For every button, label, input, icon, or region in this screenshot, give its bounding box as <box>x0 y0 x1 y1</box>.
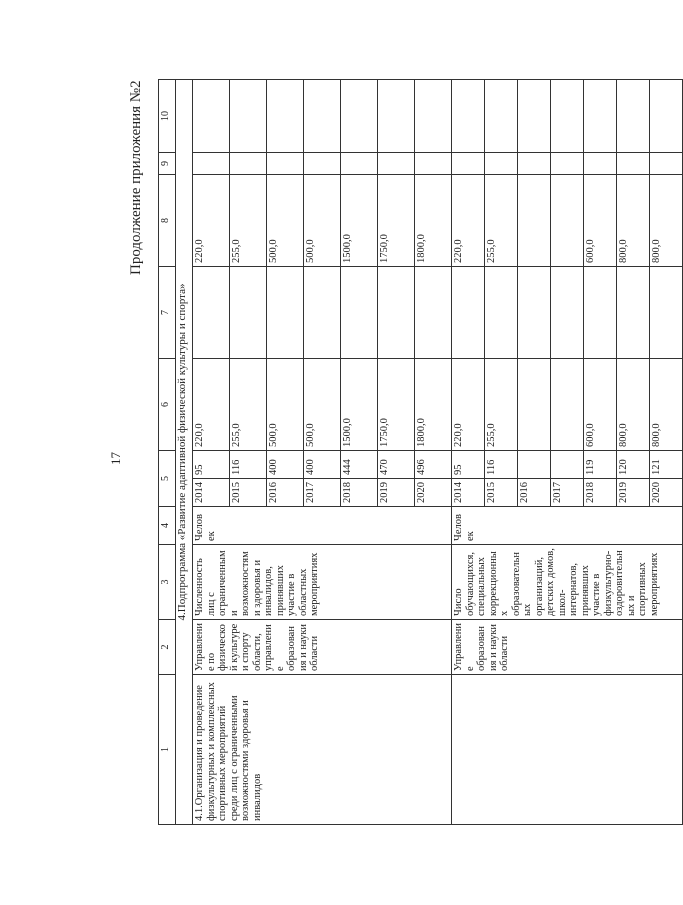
section-row <box>176 80 193 825</box>
amount-local-cell <box>267 153 304 175</box>
col-header: 5 <box>159 451 176 507</box>
amount-federal-cell <box>267 267 304 359</box>
amount-local-cell <box>341 153 378 175</box>
amount-federal-cell <box>617 267 650 359</box>
year-cell: 2017 <box>304 479 341 507</box>
value-cell <box>518 451 551 479</box>
continuation-title: Продолжение приложения №2 <box>128 80 144 275</box>
header-row <box>159 80 176 825</box>
amount-regional-cell: 1750,0 <box>378 175 415 267</box>
amount-other-cell <box>304 80 341 153</box>
amount-other-cell <box>378 80 415 153</box>
amount-local-cell <box>485 153 518 175</box>
measure-cell: 4.1.Организация и проведение физкультурных и комплексных спортивных мероприятий среди лиц с ограниченными возможностями здоровья и инвалидов <box>193 675 452 825</box>
amount-total-cell: 800,0 <box>617 359 650 451</box>
amount-federal-cell <box>415 267 452 359</box>
value-cell: 400 <box>304 451 341 479</box>
year-cell: 2019 <box>617 479 650 507</box>
amount-total-cell: 500,0 <box>267 359 304 451</box>
amount-other-cell <box>415 80 452 153</box>
amount-federal-cell <box>452 267 485 359</box>
amount-local-cell <box>650 153 683 175</box>
amount-federal-cell <box>518 267 551 359</box>
amount-total-cell <box>518 359 551 451</box>
value-cell <box>551 451 584 479</box>
amount-other-cell <box>617 80 650 153</box>
amount-local-cell <box>230 153 267 175</box>
amount-total-cell: 1800,0 <box>415 359 452 451</box>
amount-regional-cell: 800,0 <box>650 175 683 267</box>
col-header: 8 <box>159 175 176 267</box>
amount-other-cell <box>518 80 551 153</box>
amount-local-cell <box>415 153 452 175</box>
indicator-cell: Число обучающихся, специальных коррекционных образовательных организаций, детских домов, школ-интернатов, принявших участие в физкультурно-оздоровительных и спортивных мероприятиях <box>452 545 683 620</box>
amount-total-cell: 220,0 <box>193 359 230 451</box>
value-cell: 95 <box>193 451 230 479</box>
amount-total-cell: 255,0 <box>485 359 518 451</box>
col-header: 6 <box>159 359 176 451</box>
amount-federal-cell <box>584 267 617 359</box>
amount-regional-cell: 600,0 <box>584 175 617 267</box>
amount-federal-cell <box>485 267 518 359</box>
year-cell: 2016 <box>518 479 551 507</box>
measure-cell <box>452 675 683 825</box>
table-row <box>193 80 230 825</box>
value-cell: 120 <box>617 451 650 479</box>
year-cell: 2017 <box>551 479 584 507</box>
amount-local-cell <box>452 153 485 175</box>
amount-other-cell <box>551 80 584 153</box>
amount-other-cell <box>267 80 304 153</box>
year-cell: 2015 <box>485 479 518 507</box>
amount-local-cell <box>193 153 230 175</box>
year-cell: 2020 <box>650 479 683 507</box>
table-body <box>159 80 683 825</box>
amount-regional-cell: 255,0 <box>230 175 267 267</box>
executor-cell: Управление по физической культуре и спорту области, управление образования и науки области <box>193 620 452 675</box>
amount-federal-cell <box>304 267 341 359</box>
amount-local-cell <box>304 153 341 175</box>
amount-total-cell: 220,0 <box>452 359 485 451</box>
col-header: 7 <box>159 267 176 359</box>
col-header: 1 <box>159 675 176 825</box>
year-cell: 2015 <box>230 479 267 507</box>
year-cell: 2019 <box>378 479 415 507</box>
amount-other-cell <box>193 80 230 153</box>
amount-regional-cell: 1500,0 <box>341 175 378 267</box>
amount-regional-cell <box>551 175 584 267</box>
amount-federal-cell <box>378 267 415 359</box>
amount-other-cell <box>650 80 683 153</box>
table-row <box>452 80 485 825</box>
amount-regional-cell: 220,0 <box>193 175 230 267</box>
amount-total-cell: 255,0 <box>230 359 267 451</box>
col-header: 3 <box>159 545 176 620</box>
indicator-cell: Численность лиц с ограниченными возможностями здоровья и инвалидов, принявших участие в областных мероприятиях <box>193 545 452 620</box>
year-cell: 2014 <box>452 479 485 507</box>
value-cell: 95 <box>452 451 485 479</box>
amount-regional-cell: 800,0 <box>617 175 650 267</box>
page-number: 17 <box>108 452 123 465</box>
unit-cell: Человек <box>193 507 452 545</box>
amount-federal-cell <box>193 267 230 359</box>
amount-total-cell: 1750,0 <box>378 359 415 451</box>
amount-federal-cell <box>650 267 683 359</box>
amount-regional-cell <box>518 175 551 267</box>
amount-federal-cell <box>551 267 584 359</box>
amount-total-cell: 600,0 <box>584 359 617 451</box>
amount-total-cell <box>551 359 584 451</box>
amount-total-cell: 1500,0 <box>341 359 378 451</box>
amount-other-cell <box>452 80 485 153</box>
amount-regional-cell: 255,0 <box>485 175 518 267</box>
value-cell: 496 <box>415 451 452 479</box>
amount-regional-cell: 500,0 <box>304 175 341 267</box>
amount-federal-cell <box>230 267 267 359</box>
amount-regional-cell: 500,0 <box>267 175 304 267</box>
col-header: 9 <box>159 153 176 175</box>
section-title: 4.Подпрограмма «Развитие адаптивной физической культуры и спорта» <box>176 80 193 825</box>
amount-other-cell <box>584 80 617 153</box>
value-cell: 116 <box>485 451 518 479</box>
amount-local-cell <box>617 153 650 175</box>
executor-cell: Управление образования и науки области <box>452 620 683 675</box>
year-cell: 2014 <box>193 479 230 507</box>
amount-local-cell <box>518 153 551 175</box>
value-cell: 119 <box>584 451 617 479</box>
value-cell: 400 <box>267 451 304 479</box>
col-header: 10 <box>159 80 176 153</box>
program-table <box>158 79 683 825</box>
amount-regional-cell: 1800,0 <box>415 175 452 267</box>
unit-cell: Человек <box>452 507 683 545</box>
amount-regional-cell: 220,0 <box>452 175 485 267</box>
col-header: 2 <box>159 620 176 675</box>
amount-local-cell <box>584 153 617 175</box>
amount-other-cell <box>230 80 267 153</box>
year-cell: 2016 <box>267 479 304 507</box>
amount-total-cell: 500,0 <box>304 359 341 451</box>
amount-total-cell: 800,0 <box>650 359 683 451</box>
amount-federal-cell <box>341 267 378 359</box>
year-cell: 2018 <box>584 479 617 507</box>
year-cell: 2020 <box>415 479 452 507</box>
value-cell: 116 <box>230 451 267 479</box>
amount-other-cell <box>341 80 378 153</box>
value-cell: 444 <box>341 451 378 479</box>
col-header: 4 <box>159 507 176 545</box>
value-cell: 121 <box>650 451 683 479</box>
amount-local-cell <box>551 153 584 175</box>
year-cell: 2018 <box>341 479 378 507</box>
amount-other-cell <box>485 80 518 153</box>
value-cell: 470 <box>378 451 415 479</box>
amount-local-cell <box>378 153 415 175</box>
